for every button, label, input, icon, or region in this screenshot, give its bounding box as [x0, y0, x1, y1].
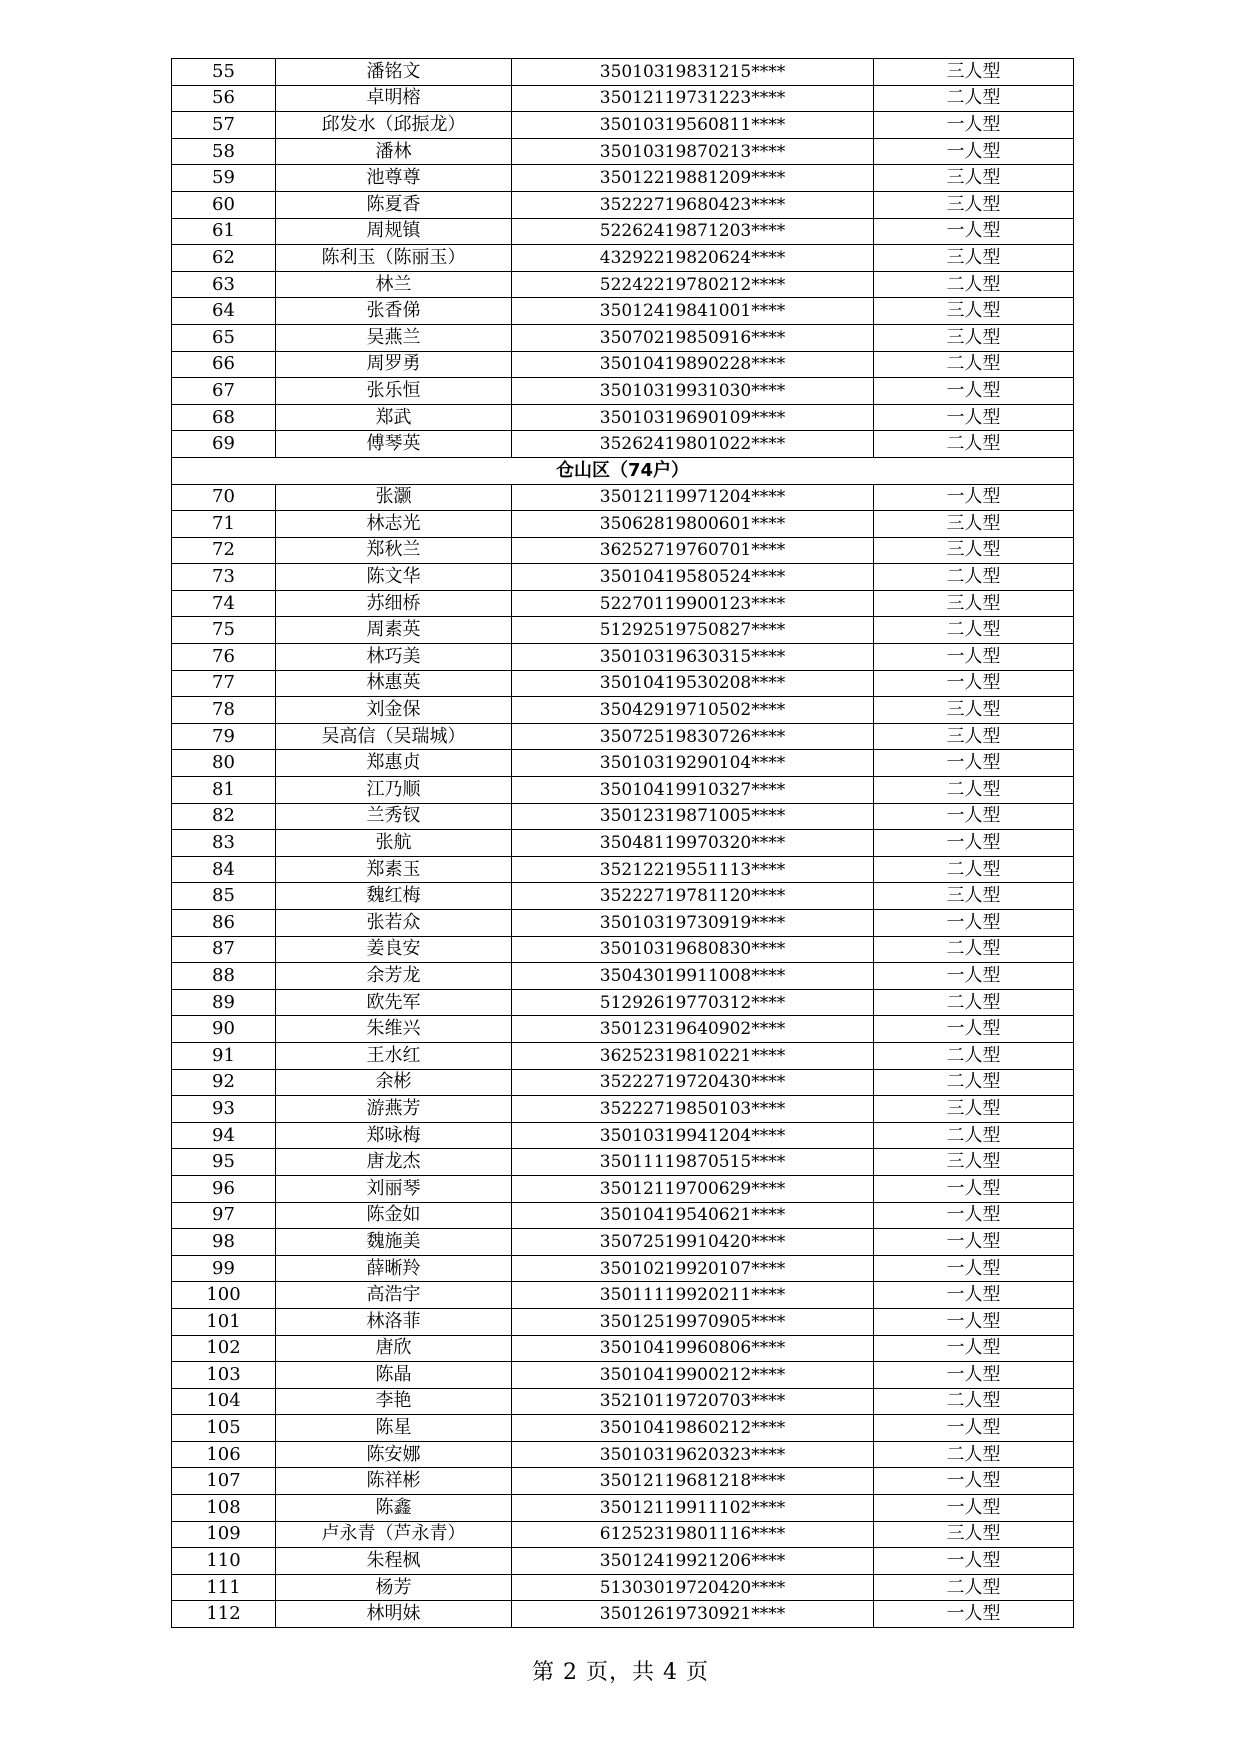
row-number: 78 [172, 697, 276, 724]
row-number: 82 [172, 803, 276, 830]
id-number-cell: 35222719720430**** [512, 1069, 874, 1096]
table-row [172, 856, 1074, 883]
row-number: 60 [172, 191, 276, 218]
row-number: 70 [172, 484, 276, 511]
row-number: 71 [172, 511, 276, 538]
id-number-cell: 35010419540621**** [512, 1202, 874, 1229]
household-type-cell: 二人型 [874, 564, 1074, 591]
id-number-cell: 35010319730919**** [512, 910, 874, 937]
name-cell: 郑武 [276, 404, 512, 431]
household-type-cell: 一人型 [874, 218, 1074, 245]
table-row [172, 298, 1074, 325]
household-type-cell: 一人型 [874, 1468, 1074, 1495]
name-cell: 魏施美 [276, 1229, 512, 1256]
page-number: 第 2 页，共 4 页 [532, 1660, 709, 1685]
id-number-cell: 35011119870515**** [512, 1149, 874, 1176]
row-number: 83 [172, 830, 276, 857]
table-row [172, 1548, 1074, 1575]
row-number: 94 [172, 1122, 276, 1149]
id-number-cell: 35012119911102**** [512, 1495, 874, 1522]
row-number: 93 [172, 1096, 276, 1123]
household-type-cell: 三人型 [874, 723, 1074, 750]
table-row [172, 404, 1074, 431]
name-cell: 杨芳 [276, 1574, 512, 1601]
id-number-cell: 35010319620323**** [512, 1441, 874, 1468]
id-number-cell: 35212219551113**** [512, 856, 874, 883]
id-number-cell: 35010419860212**** [512, 1415, 874, 1442]
row-number: 76 [172, 644, 276, 671]
table-row [172, 1122, 1074, 1149]
table-row [172, 1042, 1074, 1069]
id-number-cell: 52242219780212**** [512, 271, 874, 298]
id-number-cell: 35042919710502**** [512, 697, 874, 724]
id-number-cell: 61252319801116**** [512, 1521, 874, 1548]
household-type-cell: 二人型 [874, 777, 1074, 804]
name-cell: 郑秋兰 [276, 537, 512, 564]
row-number: 68 [172, 404, 276, 431]
table-row [172, 324, 1074, 351]
row-number: 69 [172, 431, 276, 458]
name-cell: 陈晶 [276, 1362, 512, 1389]
id-number-cell: 35010419530208**** [512, 670, 874, 697]
row-number: 89 [172, 989, 276, 1016]
row-number: 97 [172, 1202, 276, 1229]
table-row [172, 378, 1074, 405]
id-number-cell: 36252719760701**** [512, 537, 874, 564]
table-row [172, 1388, 1074, 1415]
id-number-cell: 35010419900212**** [512, 1362, 874, 1389]
table-row [172, 1016, 1074, 1043]
name-cell: 王水红 [276, 1042, 512, 1069]
name-cell: 张若众 [276, 910, 512, 937]
row-number: 111 [172, 1574, 276, 1601]
name-cell: 周素英 [276, 617, 512, 644]
household-type-cell: 一人型 [874, 803, 1074, 830]
id-number-cell: 35048119970320**** [512, 830, 874, 857]
table-row [172, 936, 1074, 963]
row-number: 98 [172, 1229, 276, 1256]
household-type-cell: 一人型 [874, 910, 1074, 937]
table-row [172, 245, 1074, 272]
row-number: 72 [172, 537, 276, 564]
name-cell: 傅琴英 [276, 431, 512, 458]
table-row [172, 191, 1074, 218]
id-number-cell: 35010319831215**** [512, 59, 874, 86]
household-type-cell: 三人型 [874, 1521, 1074, 1548]
household-type-cell: 一人型 [874, 1335, 1074, 1362]
name-cell: 林巧美 [276, 644, 512, 671]
id-number-cell: 35070219850916**** [512, 324, 874, 351]
row-number: 109 [172, 1521, 276, 1548]
household-type-cell: 三人型 [874, 191, 1074, 218]
household-type-cell: 三人型 [874, 537, 1074, 564]
table-row [172, 165, 1074, 192]
name-cell: 姜良安 [276, 936, 512, 963]
table-row [172, 1335, 1074, 1362]
household-type-cell: 三人型 [874, 59, 1074, 86]
name-cell: 陈祥彬 [276, 1468, 512, 1495]
household-type-cell: 一人型 [874, 750, 1074, 777]
name-cell: 陈星 [276, 1415, 512, 1442]
row-number: 65 [172, 324, 276, 351]
table-row [172, 1441, 1074, 1468]
table-row [172, 1229, 1074, 1256]
id-number-cell: 35010319931030**** [512, 378, 874, 405]
name-cell: 陈鑫 [276, 1495, 512, 1522]
household-type-cell: 一人型 [874, 1362, 1074, 1389]
row-number: 92 [172, 1069, 276, 1096]
name-cell: 潘铭文 [276, 59, 512, 86]
row-number: 62 [172, 245, 276, 272]
name-cell: 卓明榕 [276, 85, 512, 112]
name-cell: 兰秀钗 [276, 803, 512, 830]
table-row [172, 351, 1074, 378]
name-cell: 林惠英 [276, 670, 512, 697]
household-type-cell: 一人型 [874, 1548, 1074, 1575]
row-number: 58 [172, 138, 276, 165]
row-number: 77 [172, 670, 276, 697]
name-cell: 江乃顺 [276, 777, 512, 804]
table-row [172, 218, 1074, 245]
name-cell: 欧先军 [276, 989, 512, 1016]
id-number-cell: 35012619730921**** [512, 1601, 874, 1628]
section-header-row [172, 457, 1074, 484]
table-row [172, 1521, 1074, 1548]
section-title: 仓山区（74户） [172, 457, 1074, 484]
table-row [172, 431, 1074, 458]
household-type-cell: 一人型 [874, 1495, 1074, 1522]
household-type-cell: 二人型 [874, 431, 1074, 458]
table-row [172, 723, 1074, 750]
id-number-cell: 35012119700629**** [512, 1175, 874, 1202]
table-row [172, 750, 1074, 777]
name-cell: 周规镇 [276, 218, 512, 245]
table-row [172, 1096, 1074, 1123]
row-number: 66 [172, 351, 276, 378]
table-row [172, 138, 1074, 165]
row-number: 84 [172, 856, 276, 883]
id-number-cell: 35010419910327**** [512, 777, 874, 804]
household-type-cell: 一人型 [874, 378, 1074, 405]
row-number: 102 [172, 1335, 276, 1362]
row-number: 57 [172, 112, 276, 139]
name-cell: 邱发水（邱振龙） [276, 112, 512, 139]
household-type-cell: 二人型 [874, 1574, 1074, 1601]
row-number: 112 [172, 1601, 276, 1628]
table-row [172, 910, 1074, 937]
table-row [172, 1149, 1074, 1176]
table-row [172, 830, 1074, 857]
id-number-cell: 51303019720420**** [512, 1574, 874, 1601]
row-number: 108 [172, 1495, 276, 1522]
table-row [172, 59, 1074, 86]
name-cell: 陈文华 [276, 564, 512, 591]
household-type-cell: 一人型 [874, 1255, 1074, 1282]
row-number: 75 [172, 617, 276, 644]
id-number-cell: 35010419890228**** [512, 351, 874, 378]
id-number-cell: 43292219820624**** [512, 245, 874, 272]
household-type-cell: 三人型 [874, 883, 1074, 910]
name-cell: 苏细桥 [276, 590, 512, 617]
table-row [172, 112, 1074, 139]
table-row [172, 1308, 1074, 1335]
id-number-cell: 35010319290104**** [512, 750, 874, 777]
table-body [172, 59, 1074, 1628]
row-number: 106 [172, 1441, 276, 1468]
id-number-cell: 35062819800601**** [512, 511, 874, 538]
id-number-cell: 35222719680423**** [512, 191, 874, 218]
household-type-cell: 一人型 [874, 1282, 1074, 1309]
row-number: 110 [172, 1548, 276, 1575]
table-row [172, 1282, 1074, 1309]
row-number: 55 [172, 59, 276, 86]
name-cell: 李艳 [276, 1388, 512, 1415]
name-cell: 林洛菲 [276, 1308, 512, 1335]
household-type-cell: 三人型 [874, 1096, 1074, 1123]
id-number-cell: 35012319640902**** [512, 1016, 874, 1043]
household-type-cell: 三人型 [874, 1149, 1074, 1176]
household-type-cell: 一人型 [874, 644, 1074, 671]
row-number: 91 [172, 1042, 276, 1069]
household-type-cell: 三人型 [874, 245, 1074, 272]
id-number-cell: 35010219920107**** [512, 1255, 874, 1282]
id-number-cell: 35222719781120**** [512, 883, 874, 910]
household-type-cell: 一人型 [874, 1016, 1074, 1043]
table-row [172, 1069, 1074, 1096]
name-cell: 周罗勇 [276, 351, 512, 378]
household-type-cell: 三人型 [874, 324, 1074, 351]
table-row [172, 1574, 1074, 1601]
name-cell: 林明妹 [276, 1601, 512, 1628]
table-row [172, 1468, 1074, 1495]
id-number-cell: 35010319941204**** [512, 1122, 874, 1149]
household-type-cell: 二人型 [874, 856, 1074, 883]
household-type-cell: 二人型 [874, 936, 1074, 963]
household-type-cell: 一人型 [874, 963, 1074, 990]
table-row [172, 85, 1074, 112]
row-number: 67 [172, 378, 276, 405]
name-cell: 张乐恒 [276, 378, 512, 405]
household-type-cell: 三人型 [874, 590, 1074, 617]
row-number: 87 [172, 936, 276, 963]
id-number-cell: 35012119971204**** [512, 484, 874, 511]
table-row [172, 803, 1074, 830]
household-type-cell: 一人型 [874, 830, 1074, 857]
name-cell: 吴高信（吴瑞城） [276, 723, 512, 750]
name-cell: 余芳龙 [276, 963, 512, 990]
id-number-cell: 35210119720703**** [512, 1388, 874, 1415]
name-cell: 陈利玉（陈丽玉） [276, 245, 512, 272]
household-type-cell: 一人型 [874, 1229, 1074, 1256]
name-cell: 林志光 [276, 511, 512, 538]
name-cell: 张航 [276, 830, 512, 857]
row-number: 103 [172, 1362, 276, 1389]
household-type-cell: 三人型 [874, 697, 1074, 724]
name-cell: 陈金如 [276, 1202, 512, 1229]
household-table [171, 58, 1074, 1628]
row-number: 56 [172, 85, 276, 112]
household-type-cell: 二人型 [874, 1388, 1074, 1415]
row-number: 59 [172, 165, 276, 192]
household-type-cell: 一人型 [874, 1415, 1074, 1442]
household-type-cell: 一人型 [874, 1308, 1074, 1335]
household-type-cell: 三人型 [874, 511, 1074, 538]
household-type-cell: 一人型 [874, 404, 1074, 431]
household-type-cell: 一人型 [874, 1202, 1074, 1229]
id-number-cell: 35043019911008**** [512, 963, 874, 990]
table-row [172, 511, 1074, 538]
household-type-cell: 二人型 [874, 1122, 1074, 1149]
id-number-cell: 35010319870213**** [512, 138, 874, 165]
id-number-cell: 35012519970905**** [512, 1308, 874, 1335]
name-cell: 魏红梅 [276, 883, 512, 910]
name-cell: 林兰 [276, 271, 512, 298]
id-number-cell: 51292619770312**** [512, 989, 874, 1016]
household-type-cell: 一人型 [874, 138, 1074, 165]
name-cell: 陈夏香 [276, 191, 512, 218]
household-type-cell: 三人型 [874, 298, 1074, 325]
household-type-cell: 三人型 [874, 165, 1074, 192]
id-number-cell: 35012119731223**** [512, 85, 874, 112]
row-number: 101 [172, 1308, 276, 1335]
table-row [172, 1415, 1074, 1442]
id-number-cell: 35010419580524**** [512, 564, 874, 591]
row-number: 107 [172, 1468, 276, 1495]
household-type-cell: 一人型 [874, 1601, 1074, 1628]
name-cell: 朱维兴 [276, 1016, 512, 1043]
row-number: 104 [172, 1388, 276, 1415]
row-number: 79 [172, 723, 276, 750]
row-number: 64 [172, 298, 276, 325]
id-number-cell: 51292519750827**** [512, 617, 874, 644]
household-type-cell: 一人型 [874, 1175, 1074, 1202]
row-number: 88 [172, 963, 276, 990]
table-row [172, 617, 1074, 644]
name-cell: 郑咏梅 [276, 1122, 512, 1149]
id-number-cell: 35010319680830**** [512, 936, 874, 963]
id-number-cell: 36252319810221**** [512, 1042, 874, 1069]
id-number-cell: 35010419960806**** [512, 1335, 874, 1362]
table-row [172, 590, 1074, 617]
name-cell: 池尊尊 [276, 165, 512, 192]
household-type-cell: 一人型 [874, 484, 1074, 511]
id-number-cell: 35222719850103**** [512, 1096, 874, 1123]
name-cell: 张灏 [276, 484, 512, 511]
row-number: 96 [172, 1175, 276, 1202]
id-number-cell: 35262419801022**** [512, 431, 874, 458]
row-number: 95 [172, 1149, 276, 1176]
household-type-cell: 二人型 [874, 1069, 1074, 1096]
household-type-cell: 一人型 [874, 112, 1074, 139]
name-cell: 张香俤 [276, 298, 512, 325]
name-cell: 郑惠贞 [276, 750, 512, 777]
household-type-cell: 二人型 [874, 989, 1074, 1016]
id-number-cell: 35010319630315**** [512, 644, 874, 671]
table-row [172, 1601, 1074, 1628]
table-row [172, 670, 1074, 697]
id-number-cell: 35012419841001**** [512, 298, 874, 325]
id-number-cell: 35012419921206**** [512, 1548, 874, 1575]
household-type-cell: 二人型 [874, 351, 1074, 378]
id-number-cell: 35072519910420**** [512, 1229, 874, 1256]
table-row [172, 1255, 1074, 1282]
row-number: 74 [172, 590, 276, 617]
table-row [172, 484, 1074, 511]
row-number: 73 [172, 564, 276, 591]
name-cell: 薛晰羚 [276, 1255, 512, 1282]
row-number: 80 [172, 750, 276, 777]
table-row [172, 1175, 1074, 1202]
name-cell: 陈安娜 [276, 1441, 512, 1468]
household-type-cell: 二人型 [874, 617, 1074, 644]
name-cell: 游燕芳 [276, 1096, 512, 1123]
name-cell: 郑素玉 [276, 856, 512, 883]
row-number: 81 [172, 777, 276, 804]
name-cell: 刘丽琴 [276, 1175, 512, 1202]
id-number-cell: 52270119900123**** [512, 590, 874, 617]
id-number-cell: 35012319871005**** [512, 803, 874, 830]
table-row [172, 989, 1074, 1016]
table-row [172, 271, 1074, 298]
id-number-cell: 35011119920211**** [512, 1282, 874, 1309]
name-cell: 高浩宇 [276, 1282, 512, 1309]
table-row [172, 564, 1074, 591]
table-row [172, 1202, 1074, 1229]
row-number: 61 [172, 218, 276, 245]
table-row [172, 644, 1074, 671]
table-row [172, 883, 1074, 910]
id-number-cell: 35010319690109**** [512, 404, 874, 431]
row-number: 85 [172, 883, 276, 910]
household-type-cell: 二人型 [874, 1042, 1074, 1069]
table-row [172, 777, 1074, 804]
name-cell: 刘金保 [276, 697, 512, 724]
household-type-cell: 二人型 [874, 1441, 1074, 1468]
table-row [172, 1362, 1074, 1389]
id-number-cell: 35010319560811**** [512, 112, 874, 139]
row-number: 63 [172, 271, 276, 298]
table-row [172, 1495, 1074, 1522]
name-cell: 卢永青（芦永青） [276, 1521, 512, 1548]
household-type-cell: 一人型 [874, 670, 1074, 697]
id-number-cell: 35012119681218**** [512, 1468, 874, 1495]
name-cell: 余彬 [276, 1069, 512, 1096]
name-cell: 唐欣 [276, 1335, 512, 1362]
row-number: 105 [172, 1415, 276, 1442]
id-number-cell: 35012219881209**** [512, 165, 874, 192]
row-number: 90 [172, 1016, 276, 1043]
name-cell: 吴燕兰 [276, 324, 512, 351]
household-type-cell: 二人型 [874, 85, 1074, 112]
row-number: 100 [172, 1282, 276, 1309]
id-number-cell: 52262419871203**** [512, 218, 874, 245]
id-number-cell: 35072519830726**** [512, 723, 874, 750]
household-type-cell: 二人型 [874, 271, 1074, 298]
table-row [172, 697, 1074, 724]
table-row [172, 537, 1074, 564]
name-cell: 朱程枫 [276, 1548, 512, 1575]
table-row [172, 963, 1074, 990]
row-number: 99 [172, 1255, 276, 1282]
name-cell: 唐龙杰 [276, 1149, 512, 1176]
name-cell: 潘林 [276, 138, 512, 165]
row-number: 86 [172, 910, 276, 937]
